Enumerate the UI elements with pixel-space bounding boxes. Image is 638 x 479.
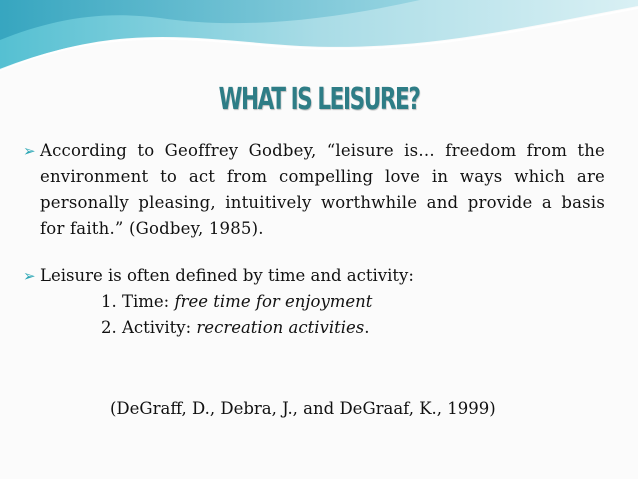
slide-title: WHAT IS LEISURE?	[218, 82, 420, 117]
slide-body	[23, 138, 605, 341]
bullet-item	[23, 263, 605, 289]
arrow-bullet-icon: ➢	[23, 267, 36, 285]
decorative-wave-header	[0, 0, 638, 90]
sub-item-label: 2. Activity:	[101, 318, 197, 337]
sub-item-value: recreation activities	[196, 318, 365, 337]
bullet-text-godbey: According to Geoffrey Godbey, “leisure is… freedom from the environment to act from compelling love in ways which are personally pleasing, intuitively worthwhile and provide a basis for faith.” (Godbey, 1985).	[40, 141, 605, 238]
sub-item-value: free time for enjoyment	[174, 292, 373, 311]
sub-item-period: .	[364, 318, 370, 337]
arrow-bullet-icon: ➢	[23, 142, 36, 160]
sub-item-label: 1. Time:	[101, 292, 175, 311]
sub-item-time	[23, 289, 605, 315]
citation: (DeGraff, D., Debra, J., and DeGraaf, K., 1999)	[110, 399, 496, 418]
bullet-item	[23, 138, 605, 242]
bullet-text-definition: Leisure is often defined by time and activity:	[40, 266, 414, 285]
sub-item-activity	[23, 315, 605, 341]
